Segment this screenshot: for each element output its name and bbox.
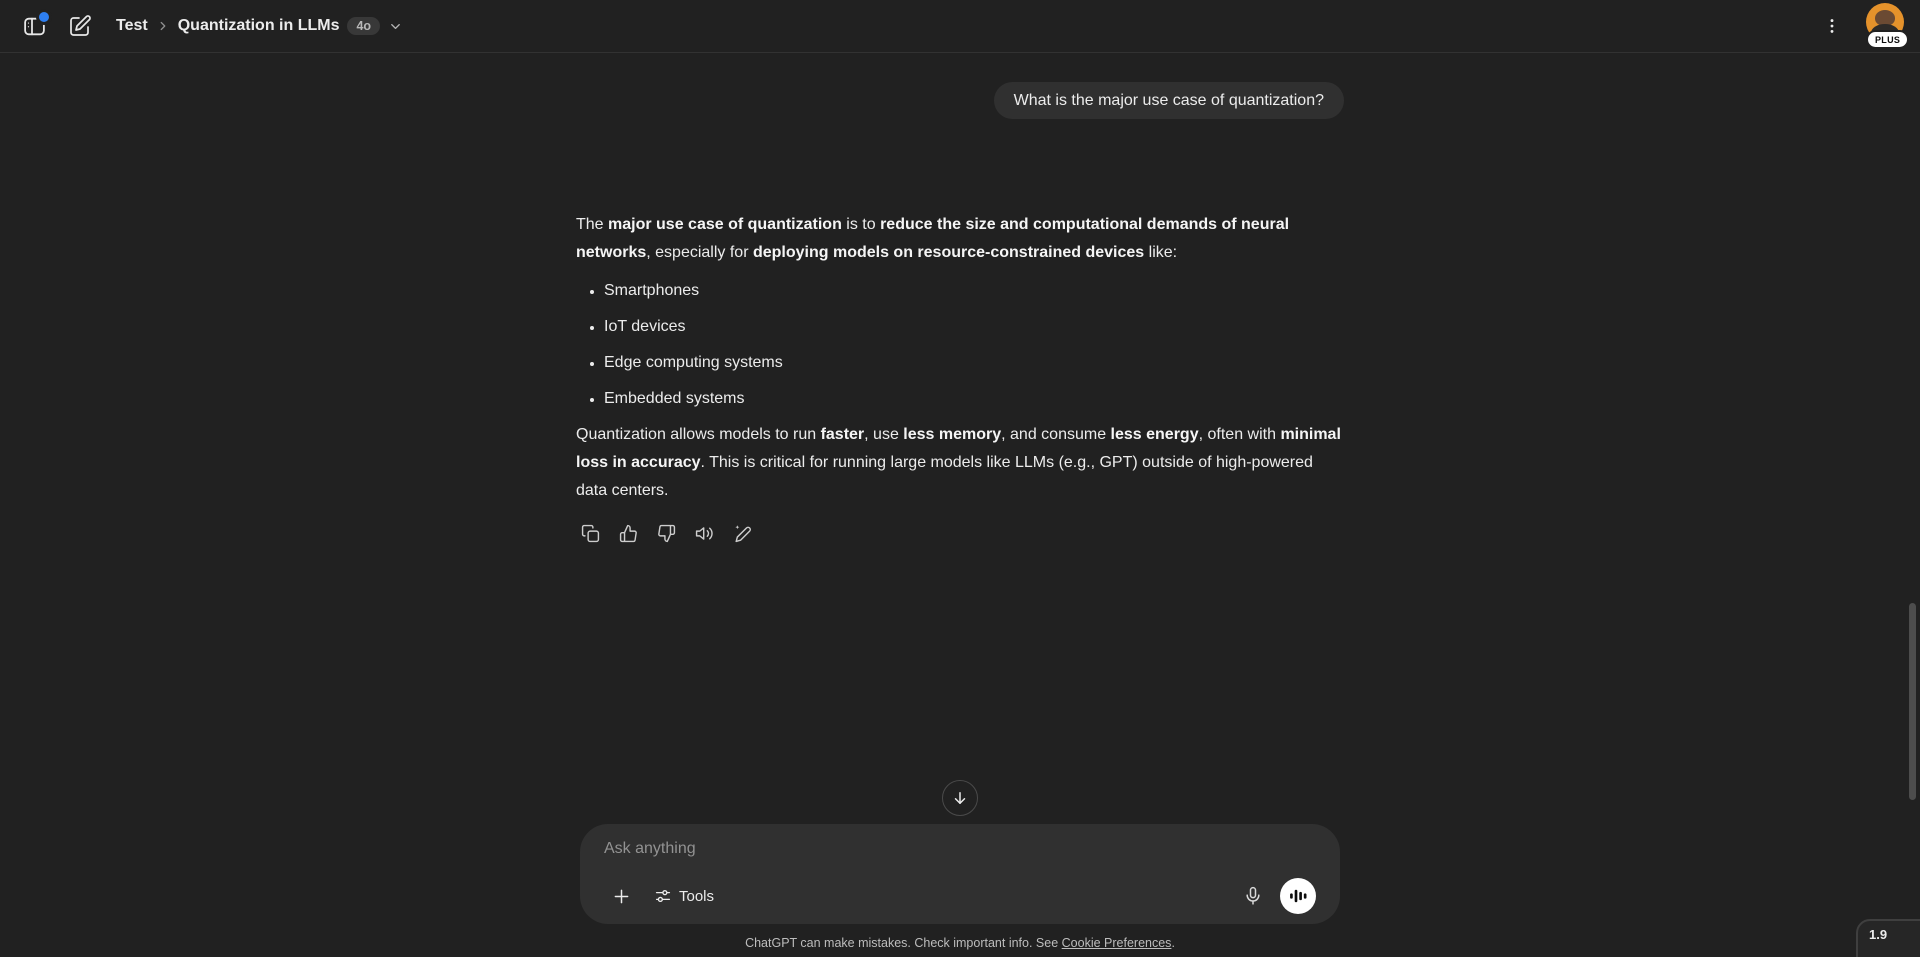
thumbs-down-icon xyxy=(657,524,676,543)
thumbs-down-button[interactable] xyxy=(652,519,680,547)
dictate-button[interactable] xyxy=(1236,879,1270,913)
account-menu[interactable] xyxy=(1866,3,1906,49)
new-chat-button[interactable] xyxy=(60,6,100,46)
plan-badge: PLUS xyxy=(1866,30,1909,49)
edit-sparkle-icon xyxy=(733,524,752,543)
voice-waveform-icon xyxy=(1288,886,1308,906)
message-actions xyxy=(576,519,1344,547)
microphone-icon xyxy=(1243,886,1263,906)
voice-mode-button[interactable] xyxy=(1280,878,1316,914)
tools-button[interactable] xyxy=(644,881,724,911)
thumbs-up-button[interactable] xyxy=(614,519,642,547)
copy-button[interactable] xyxy=(576,519,604,547)
compose-icon xyxy=(68,14,92,38)
sliders-icon xyxy=(654,887,672,905)
assistant-paragraph-2: Quantization allows models to run faster, use less memory, and consume less energy, often with minimal loss in accuracy. This is critical for running large models like LLMs (e.g., GPT) outside of high-powered data centers. xyxy=(576,426,1341,499)
chevron-right-icon xyxy=(156,19,170,33)
top-bar xyxy=(0,0,1920,53)
notification-dot xyxy=(39,12,49,22)
chat-title[interactable]: Quantization in LLMs xyxy=(177,17,340,34)
kebab-icon xyxy=(1822,16,1842,36)
edit-in-canvas-button[interactable] xyxy=(728,519,756,547)
arrow-down-icon xyxy=(951,789,969,807)
speaker-icon xyxy=(695,524,714,543)
model-badge[interactable]: 4o xyxy=(347,17,380,36)
user-message-bubble: What is the major use case of quantization? xyxy=(994,82,1344,119)
disclaimer-period: . xyxy=(1171,936,1175,950)
assistant-paragraph-1: The major use case of quantization is to reduce the size and computational demands of neural networks, especially for deploying models on resource-constrained devices like: xyxy=(576,216,1290,261)
breadcrumb-project[interactable]: Test xyxy=(116,17,148,34)
corner-zoom-indicator xyxy=(1856,919,1920,957)
list-item: • Smartphones xyxy=(604,277,1344,305)
disclaimer xyxy=(0,929,1920,957)
vertical-scrollbar-thumb[interactable] xyxy=(1909,603,1916,800)
tools-label: Tools xyxy=(679,887,715,905)
top-bar-left xyxy=(14,6,403,46)
assistant-bullet-list xyxy=(576,277,1344,413)
list-item: • Edge computing systems xyxy=(604,349,1344,377)
cookie-preferences-link[interactable]: Cookie Preferences xyxy=(1061,936,1172,950)
message-input[interactable] xyxy=(604,836,1316,858)
list-item: • IoT devices xyxy=(604,313,1344,341)
list-item: • Embedded systems xyxy=(604,385,1344,413)
copy-icon xyxy=(581,524,600,543)
conversation-thread xyxy=(576,53,1344,547)
attach-button[interactable] xyxy=(604,879,638,913)
assistant-message xyxy=(576,211,1344,547)
top-bar-right xyxy=(1812,3,1906,49)
composer xyxy=(580,824,1340,924)
user-message-row xyxy=(576,82,1344,119)
scroll-to-bottom-button[interactable] xyxy=(942,780,978,816)
thumbs-up-icon xyxy=(619,524,638,543)
breadcrumb xyxy=(116,17,403,36)
disclaimer-text: ChatGPT can make mistakes. Check important info. See xyxy=(745,936,1059,950)
more-options-button[interactable] xyxy=(1812,6,1852,46)
composer-controls xyxy=(604,878,1316,914)
plus-icon xyxy=(611,886,632,907)
read-aloud-button[interactable] xyxy=(690,519,718,547)
chevron-down-icon[interactable] xyxy=(388,19,403,34)
sidebar-toggle-button[interactable] xyxy=(14,6,54,46)
corner-zoom-value: 1.9 xyxy=(1869,927,1888,942)
